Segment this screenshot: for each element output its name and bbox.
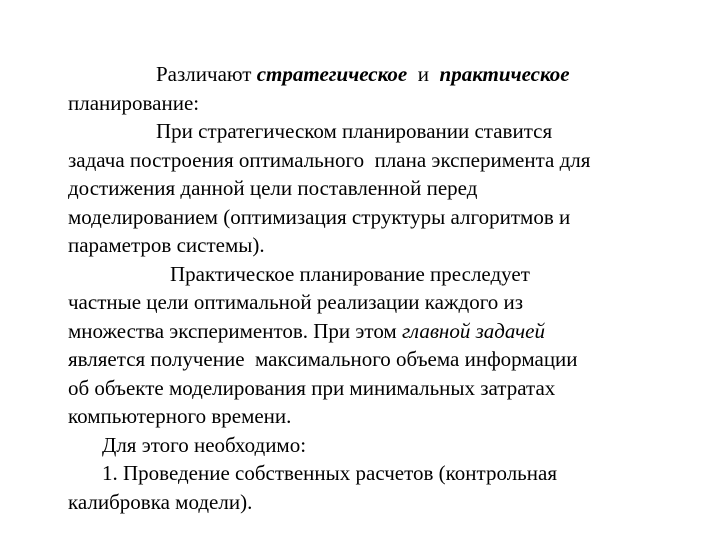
paragraph-2-line-5: параметров системы). <box>68 233 265 257</box>
paragraph-3-line-5: об объекте моделирования при минимальных затратах <box>68 375 556 400</box>
paragraph-3-line-6: компьютерного времени. <box>68 404 292 428</box>
paragraph-2-line-4: моделированием (оптимизация структуры алгоритмов и <box>68 204 571 229</box>
paragraph-4-line-3: калибровка модели). <box>68 489 253 514</box>
paragraph-1-line-2: планирование: <box>68 90 200 115</box>
paragraph-3-line-3-prefix: множества экспериментов. При этом <box>68 318 402 343</box>
paragraph-3-line-2: частные цели оптимальной реализации каждого из <box>68 290 524 314</box>
paragraph-4-line-1: Для этого необходимо: <box>102 432 307 457</box>
paragraph-2-line-2: задача построения оптимального плана эксперимента для <box>68 147 591 172</box>
main-task-emphasis: главной задачей <box>401 318 545 343</box>
conjunction: и <box>407 62 440 86</box>
term-strategic: стратегическое <box>256 62 408 86</box>
paragraph-3-line-3 <box>68 317 698 346</box>
paragraph-4-line-2: 1. Проведение собственных расчетов (контрольная <box>102 461 557 485</box>
intro-prefix: Различают <box>156 62 257 86</box>
term-practical: практическое <box>439 62 570 86</box>
paragraph-3-line-1: Практическое планирование преследует <box>170 261 530 286</box>
paragraph-1-line-1 <box>68 60 698 89</box>
paragraph-2-line-3: достижения данной цели поставленной перед <box>68 176 478 200</box>
paragraph-2-line-1: При стратегическом планировании ставится <box>156 119 553 143</box>
text-block <box>68 60 698 516</box>
paragraph-3-line-4: является получение максимального объема информации <box>68 347 578 371</box>
